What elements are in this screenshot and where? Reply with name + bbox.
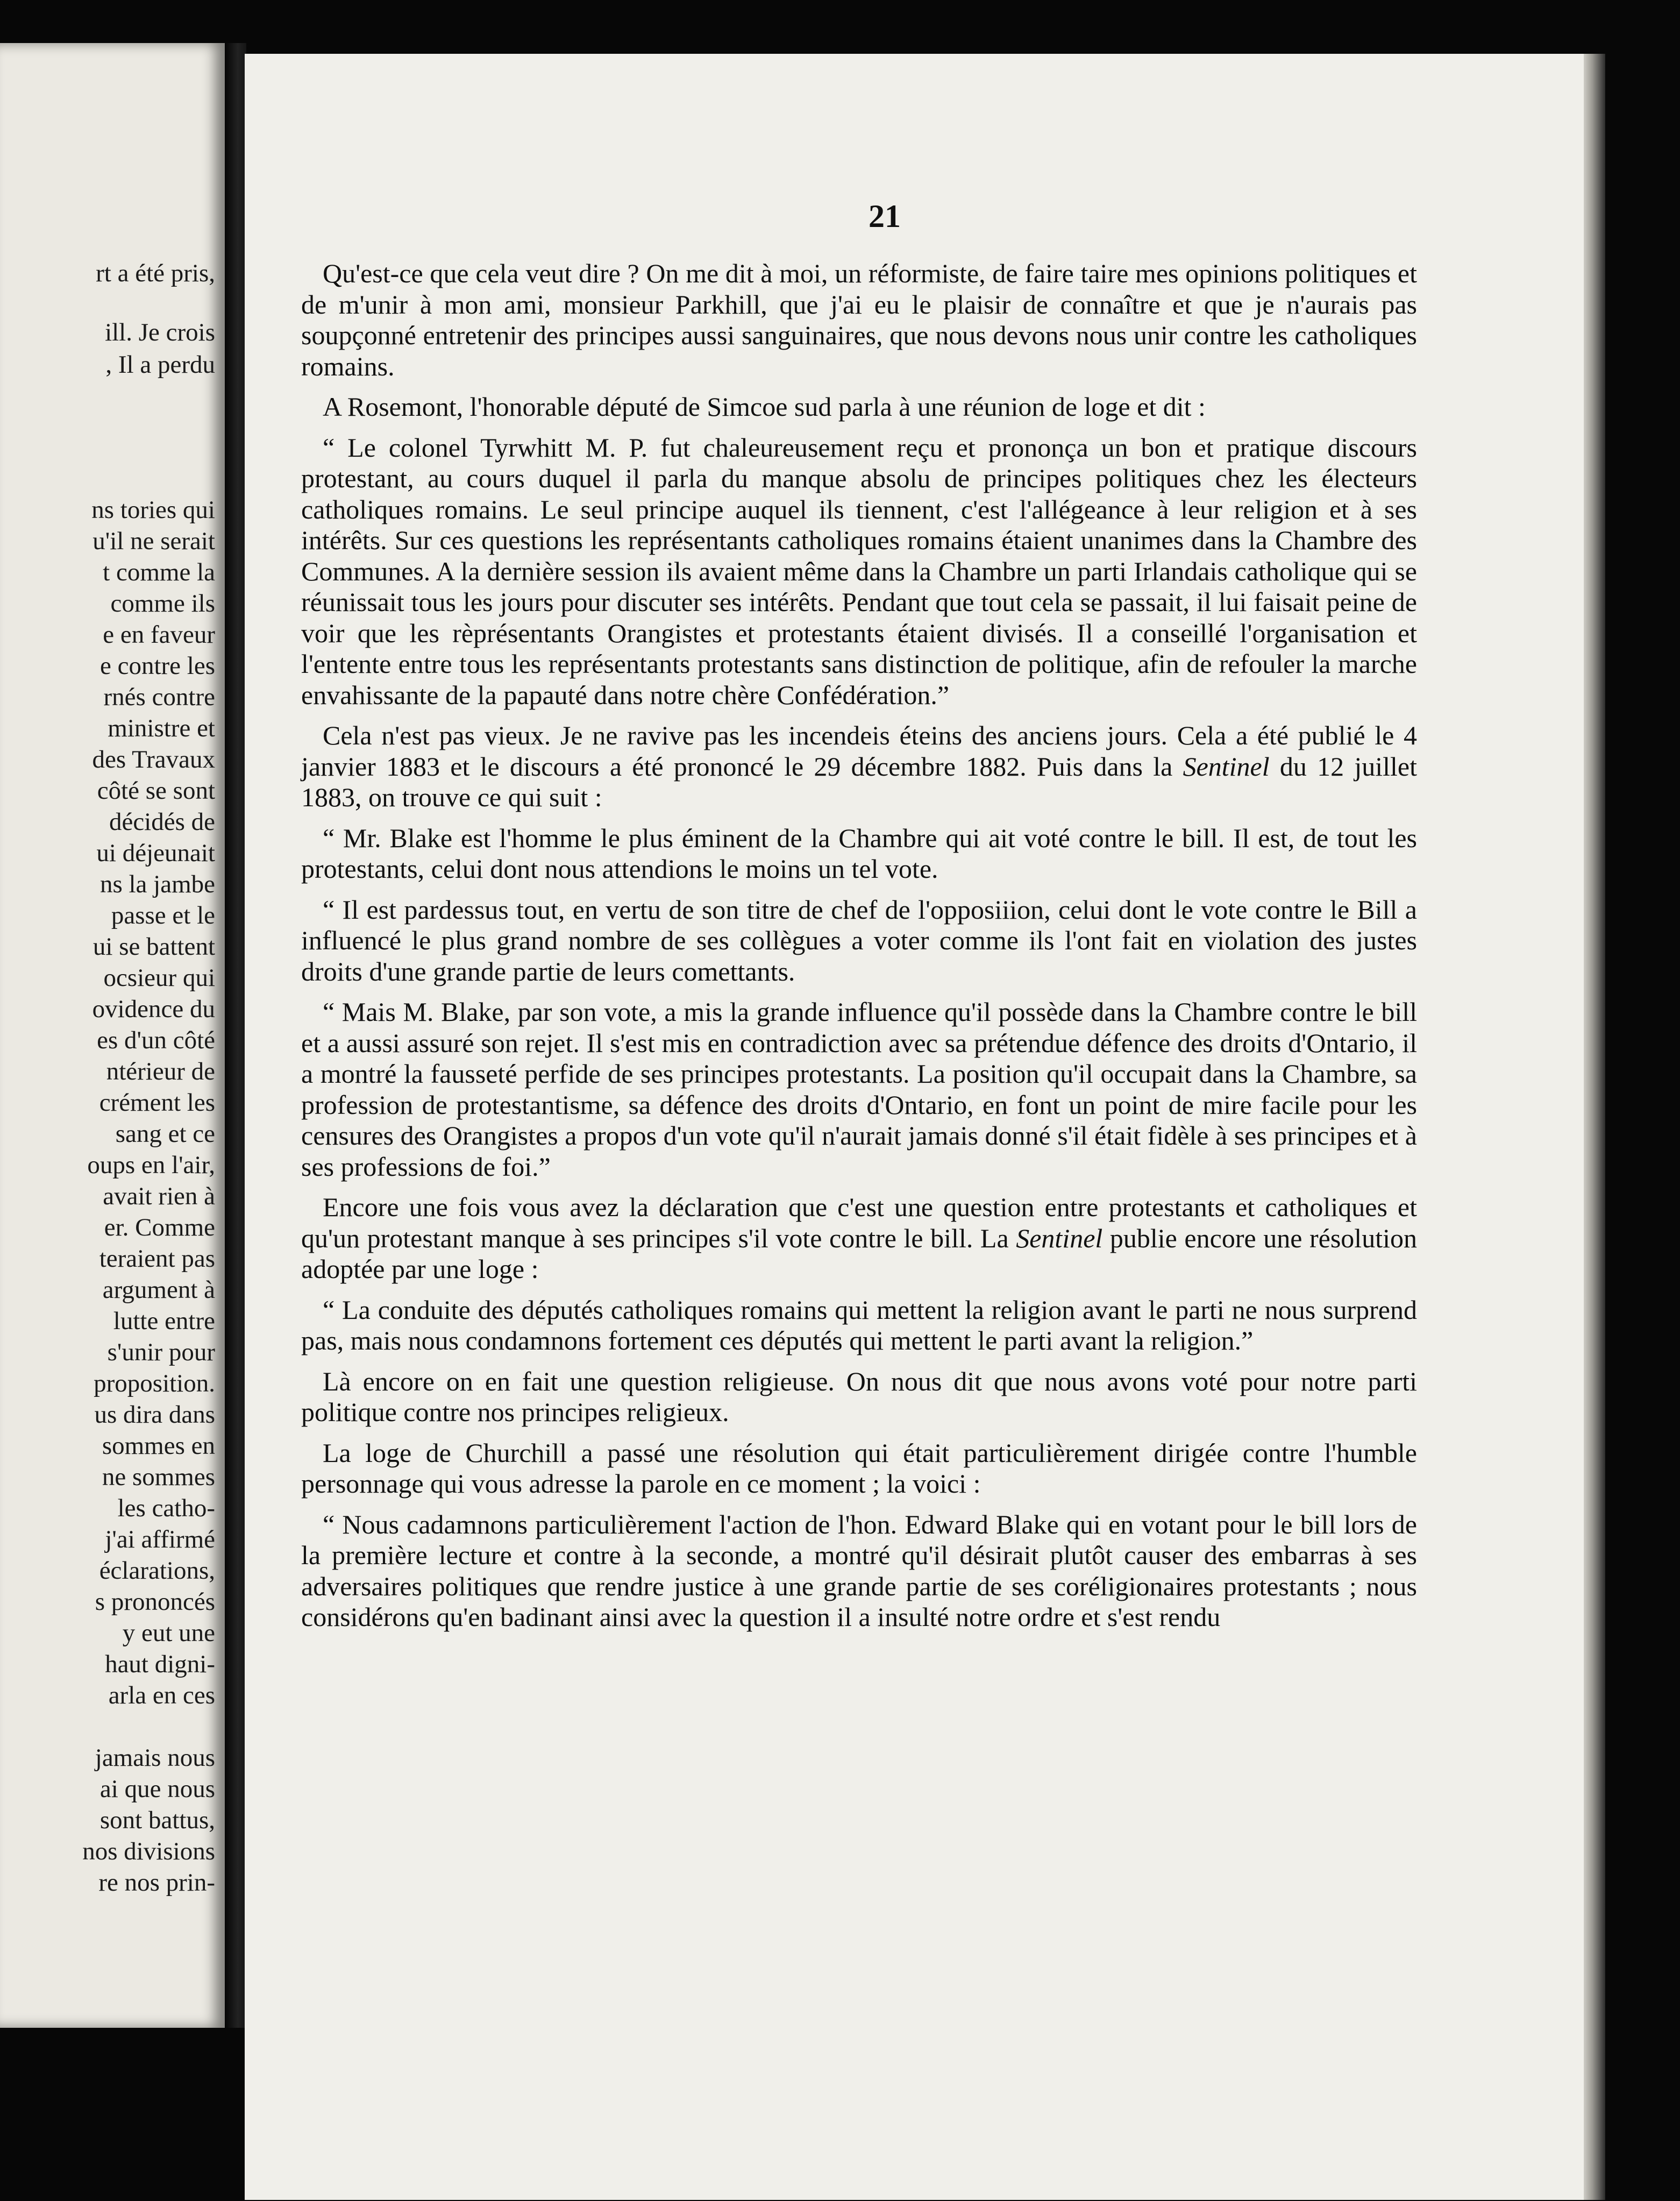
quoted-paragraph: “ La conduite des députés catholiques romains qui mettent la religion avant le parti ne nous surprend pas, mais nous condamnons fortement ces députés qui mettent le parti avant la religion.” [301, 1294, 1417, 1355]
paragraph: Cela n'est pas vieux. Je ne ravive pas les incendeis éteins des anciens jours. Cela a été publié le 4 janvier 1883 et le discours a été prononcé le 29 décembre 1882. Puis dans la Sentinel du 12 juillet 1883, on trouve ce qui suit : [301, 720, 1417, 812]
left-page-line: crément les [99, 1089, 215, 1117]
quoted-paragraph: “ Il est pardessus tout, en vertu de son titre de chef de l'opposiiion, celui dont le vote contre le Bill a influencé le plus grand nombre de ses collègues a voter comme ils l'ont fait en violation des justes droits d'une grande partie de leurs comettants. [301, 894, 1417, 986]
left-page-line: rt a été pris, [96, 259, 215, 287]
left-page-line: ai que nous [99, 1775, 215, 1803]
left-page-line: ill. Je crois [105, 318, 215, 346]
left-page-line: proposition. [94, 1369, 215, 1397]
paragraph: A Rosemont, l'honorable député de Simcoe sud parla à une réunion de loge et dit : [323, 392, 1206, 422]
left-page-line: ocsieur qui [103, 964, 215, 992]
left-page-line: ministre et [108, 714, 215, 742]
main-page [245, 54, 1584, 2200]
left-page-line: es d'un côté [97, 1026, 215, 1054]
left-facing-page [0, 43, 225, 2028]
left-page-line: côté se sont [97, 777, 215, 805]
left-page-line: avait rien à [103, 1182, 215, 1210]
left-page-line: y eut une [122, 1619, 215, 1647]
left-page-line: , Il a perdu [105, 351, 215, 379]
left-page-line: lutte entre [113, 1307, 215, 1335]
quoted-paragraph: “ Mr. Blake est l'homme le plus éminent de la Chambre qui ait voté contre le bill. Il est, de tout les protestants, celui dont nous attendions le moins un tel vote. [301, 822, 1417, 884]
left-page-line: des Travaux [92, 746, 215, 773]
left-page-line: s prononcés [95, 1588, 215, 1616]
page-number: 21 [869, 198, 901, 234]
quoted-paragraph: “ Mais M. Blake, par son vote, a mis la grande influence qu'il possède dans la Chambre contre le bill et a aussi assuré son rejet. Il s'est mis en contradiction avec sa prétendue défence des droits d'Ontario, il a montré la fausseté perfide de ses principes protestants. La position qu'il occupait dans la Chambre, sa profession de protestantisme, sa défence des droits d'Ontario, en font un point de mire facile pour les censures des Orangistes a propos d'un vote qu'il n'aurait jamais donné s'il était fidèle à ses principes et à ses professions de foi.” [301, 997, 1417, 1182]
quoted-paragraph: “ Le colonel Tyrwhitt M. P. fut chaleureusement reçu et prononça un bon et pratique discours protestant, au cours duquel il parla du manque absolu de principes politiques chez les électeurs catholiques romains. Le seul principe auquel ils tiennent, c'est l'allégeance à leur religion et à ses intérêts. Sur ces questions les représentants catholiques romains étaient unanimes dans la Chambre des Communes. A la dernière session ils avaient même dans la Chambre un parti Irlandais catholique qui se réunissait tous les jours pour discuter ses intérêts. Pendant que tout cela se passait, il lui faisait peine de voir que les rèprésentants Orangistes et protestants étaient divisés. Il a conseillé l'organisation et l'entente entre tous les représentants protestants sans distinction de politique, afin de refouler la marche envahissante de la papauté dans notre chère Confédération.” [301, 432, 1417, 710]
left-page-line: passe et le [111, 901, 215, 929]
left-page-line: ui déjeunait [96, 839, 215, 867]
left-page-line: décidés de [109, 808, 215, 836]
left-page-line: j'ai affirmé [105, 1525, 215, 1553]
left-page-line: nos divisions [82, 1837, 215, 1865]
page-edge [1584, 54, 1605, 2200]
left-page-line: sommes en [102, 1432, 215, 1460]
left-page-line: er. Comme [104, 1213, 215, 1241]
left-page-line: sang et ce [115, 1120, 215, 1148]
left-page-line: e contre les [99, 652, 215, 680]
left-page-line: us dira dans [94, 1401, 215, 1429]
newspaper-title: Sentinel [1183, 751, 1270, 782]
left-page-line: argument à [102, 1276, 215, 1304]
left-page-line: les catho- [117, 1494, 215, 1522]
left-page-line: e en faveur [103, 621, 215, 649]
left-page-line: comme ils [110, 590, 215, 617]
paragraph: Là encore on en fait une question religieuse. On nous dit que nous avons voté pour notre parti politique contre nos principes religieux. [301, 1366, 1417, 1427]
paragraph: La loge de Churchill a passé une résolution qui était particulièrement dirigée contre l'humble personnage qui vous adresse la parole en ce moment ; la voici : [301, 1437, 1417, 1499]
left-page-line: t comme la [103, 558, 215, 586]
left-page-line: ns la jambe [99, 870, 215, 898]
left-page-line: éclarations, [99, 1557, 215, 1585]
left-page-line: ne sommes [102, 1463, 215, 1491]
left-page-line: u'il ne serait [92, 527, 215, 555]
left-page-line: oups en l'air, [87, 1151, 215, 1179]
left-page-line: ui se battent [92, 933, 215, 961]
newspaper-title: Sentinel [1016, 1223, 1103, 1253]
left-page-line: ntérieur de [106, 1057, 215, 1085]
left-page-line: haut digni- [105, 1650, 215, 1678]
left-page-line: teraient pas [99, 1245, 215, 1273]
book-gutter [225, 43, 246, 2028]
body-text [301, 258, 1417, 1643]
paragraph: Qu'est-ce que cela veut dire ? On me dit à moi, un réformiste, de faire taire mes opinions politiques et de m'unir à mon ami, monsieur Parkhill, que j'ai eu le plaisir de connaître et que je n'aurais pas soupçonné entretenir des principes aussi sanguinaires, que nous devons nous unir contre les catholiques romains. [301, 258, 1417, 381]
left-page-line: rnés contre [103, 683, 215, 711]
quoted-paragraph: “ Nous cadamnons particulièrement l'action de l'hon. Edward Blake qui en votant pour le bill lors de la première lecture et contre à la seconde, a montré qu'il désirait plutôt causer des embarras à ses adversaires politiques que rendre justice à une grande partie de ses coréligionaires protestants ; nous considérons qu'en badinant ainsi avec la question il a insulté notre ordre et s'est rendu [301, 1509, 1417, 1632]
left-page-line: arla en ces [108, 1681, 215, 1709]
left-page-line: sont battus, [99, 1806, 215, 1834]
left-page-line: s'unir pour [107, 1338, 215, 1366]
left-page-line: ns tories qui [91, 496, 215, 524]
left-page-line: re nos prin- [98, 1869, 215, 1897]
left-page-line: jamais nous [95, 1744, 215, 1772]
paragraph: Encore une fois vous avez la déclaration que c'est une question entre protestants et catholiques et qu'un protestant manque à ses principes s'il vote contre le bill. La Sentinel publie encore une résolution adoptée par une loge : [301, 1192, 1417, 1284]
left-page-line: ovidence du [92, 995, 215, 1023]
